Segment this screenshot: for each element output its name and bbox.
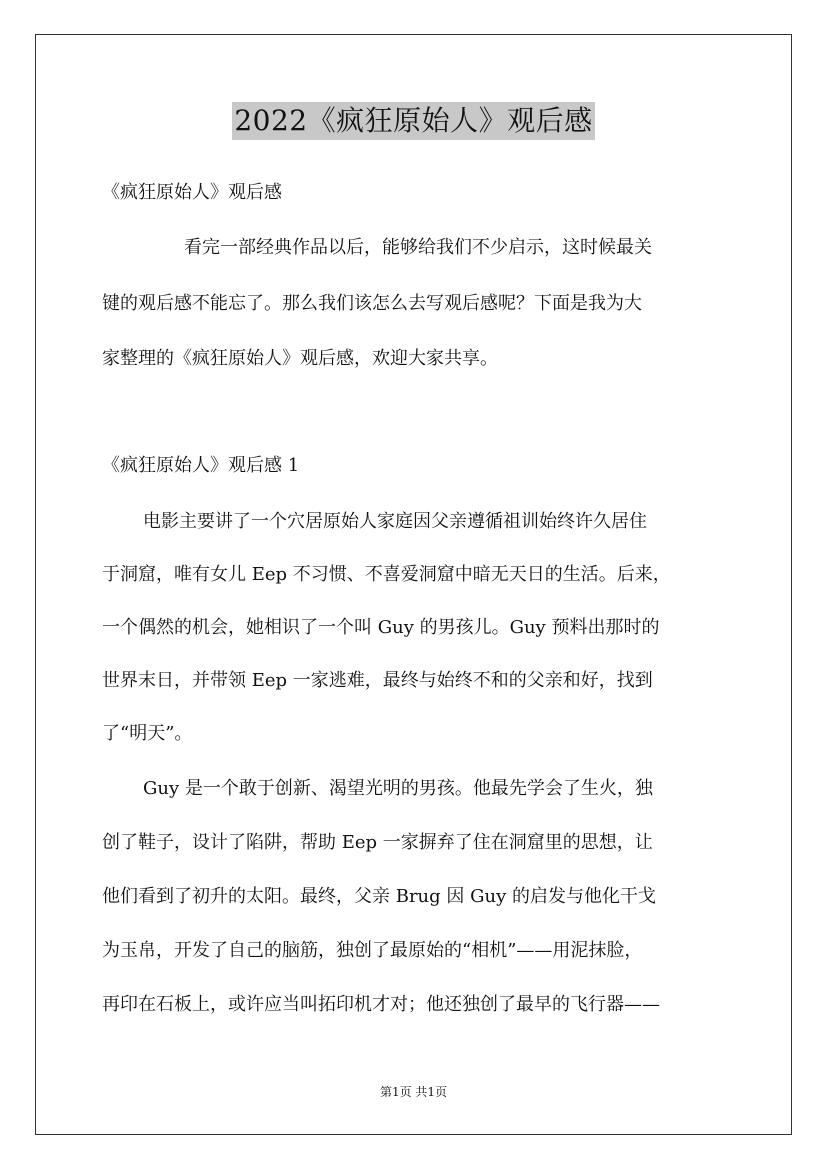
paragraph-line: 世界末日，并带领 Eep 一家逃难，最终与始终不和的父亲和好，找到 [102, 670, 653, 691]
paragraph-line: 于洞窟，唯有女儿 Eep 不习惯、不喜爱洞窟中暗无天日的生活。后来， [102, 564, 671, 585]
paragraph-line: 他们看到了初升的太阳。最终，父亲 Brug 因 Guy 的启发与他化干戈 [102, 886, 656, 907]
document-title: 2022《疯狂原始人》观后感 [232, 102, 594, 140]
title-container [0, 102, 827, 140]
paragraph-line: 电影主要讲了一个穴居原始人家庭因父亲遵循祖训始终许久居住 [143, 511, 647, 532]
page-footer: 第1页 共1页 [379, 1085, 448, 1099]
paragraph-line: 了“明天”。 [102, 723, 193, 744]
paragraph-line: 为玉帛，开发了自己的脑筋，独创了最原始的“相机”——用泥抹脸， [102, 940, 643, 961]
paragraph-line: 创了鞋子，设计了陷阱，帮助 Eep 一家摒弃了住在洞窟里的思想，让 [102, 832, 653, 853]
paragraph-line: Guy 是一个敢于创新、渴望光明的男孩。他最先学会了生火，独 [143, 778, 653, 799]
intro-line: 键的观后感不能忘了。那么我们该怎么去写观后感呢？下面是我为大 [102, 293, 642, 314]
paragraph-line: 再印在石板上，或许应当叫拓印机才对；他还独创了最早的飞行器—— [102, 994, 660, 1015]
paragraph-line: 一个偶然的机会，她相识了一个叫 Guy 的男孩儿。Guy 预料出那时的 [102, 617, 660, 638]
section-heading: 《疯狂原始人》观后感 1 [102, 455, 300, 476]
intro-line: 家整理的《疯狂原始人》观后感，欢迎大家共享。 [102, 348, 498, 369]
document-subtitle: 《疯狂原始人》观后感 [102, 182, 282, 203]
intro-line: 看完一部经典作品以后，能够给我们不少启示，这时候最关 [184, 237, 652, 258]
